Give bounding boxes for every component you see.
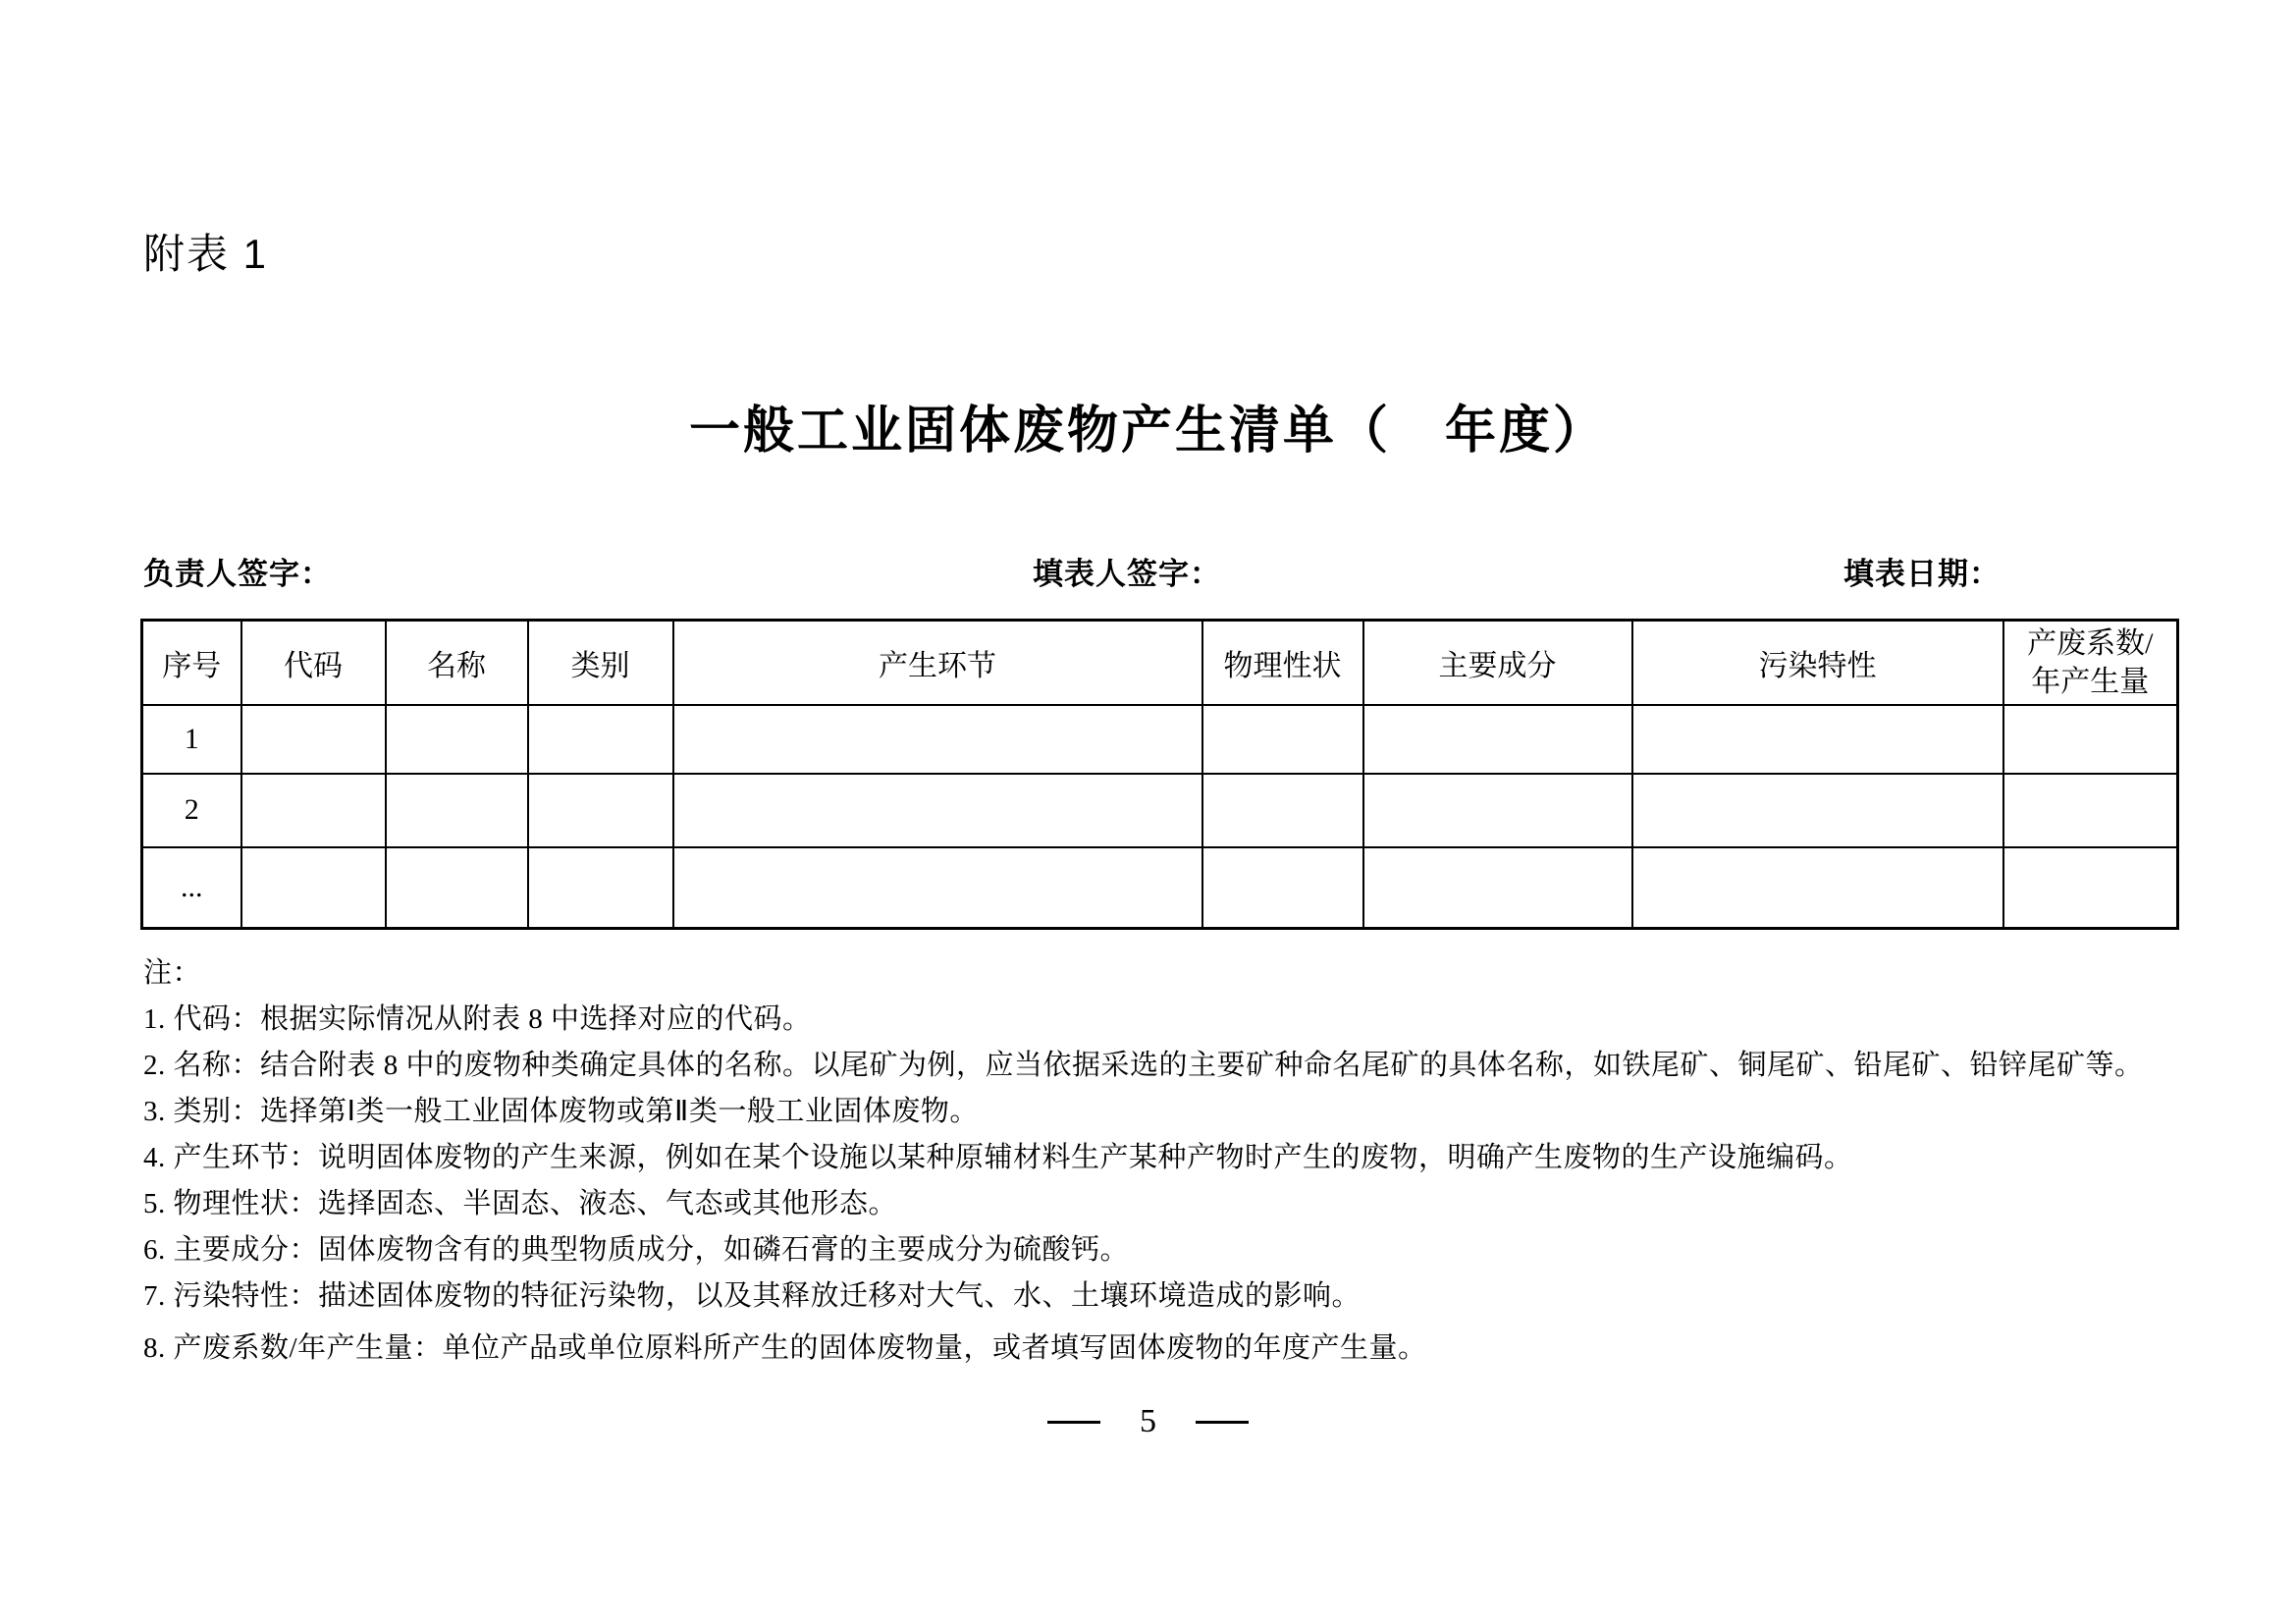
note-item-1: 1. 代码：根据实际情况从附表 8 中选择对应的代码。 [143, 1003, 812, 1035]
col-header-physical-state: 物理性状 [1202, 621, 1363, 705]
col-header-pollution-characteristics: 污染特性 [1632, 621, 2003, 705]
col-header-waste-coefficient-line2: 年产生量 [2031, 665, 2150, 698]
table-cell-empty [1632, 705, 2003, 774]
table-cell-empty [2003, 774, 2178, 847]
page-number: 5 [1140, 1403, 1156, 1439]
table-cell-empty [386, 705, 528, 774]
table-cell-empty [1202, 847, 1363, 929]
page-footer [0, 1398, 2296, 1445]
waste-list-table-wrap [140, 619, 2179, 930]
table-cell-empty [528, 774, 673, 847]
note-item-4: 4. 产生环节：说明固体废物的产生来源，例如在某个设施以某种原辅材料生产某种产物时产生的废物，明确产生废物的生产设施编码。 [143, 1142, 1853, 1173]
table-cell-empty [1202, 774, 1363, 847]
table-cell-empty [673, 705, 1202, 774]
attachment-table-label: 附表 1 [143, 231, 269, 277]
col-header-main-components: 主要成分 [1363, 621, 1632, 705]
table-cell-empty [1202, 705, 1363, 774]
col-header-waste-coefficient-line1: 产废系数/ [2027, 626, 2154, 660]
table-cell-empty [2003, 847, 2178, 929]
table-cell-empty [1632, 774, 2003, 847]
col-header-waste-coefficient [2003, 621, 2178, 705]
table-cell-empty [528, 705, 673, 774]
col-header-serial: 序号 [142, 621, 241, 705]
table-cell-empty [241, 705, 386, 774]
footer-dash-left [1047, 1421, 1100, 1424]
col-header-category: 类别 [528, 621, 673, 705]
footer-dash-right [1196, 1421, 1249, 1424]
table-cell-empty [241, 847, 386, 929]
note-item-2: 2. 名称：结合附表 8 中的废物种类确定具体的名称。以尾矿为例，应当依据采选的主要矿种命名尾矿的具体名称，如铁尾矿、铜尾矿、铅尾矿、铅锌尾矿等。 [143, 1050, 2144, 1081]
table-cell-empty [1632, 847, 2003, 929]
row-index-cell: 2 [142, 774, 241, 847]
notes-label: 注： [143, 957, 202, 989]
notes-section [143, 950, 2144, 1372]
table-cell-empty [673, 847, 1202, 929]
table-cell-empty [386, 847, 528, 929]
col-header-code: 代码 [241, 621, 386, 705]
table-cell-empty [241, 774, 386, 847]
note-item-3: 3. 类别：选择第Ⅰ类一般工业固体废物或第Ⅱ类一般工业固体废物。 [143, 1096, 979, 1127]
fill-date-label: 填表日期： [1843, 557, 2001, 591]
note-item-5: 5. 物理性状：选择固态、半固态、液态、气态或其他形态。 [143, 1188, 898, 1219]
table-cell-empty [1363, 774, 1632, 847]
note-item-6: 6. 主要成分：固体废物含有的典型物质成分，如磷石膏的主要成分为硫酸钙。 [143, 1234, 1130, 1266]
table-row [142, 774, 2178, 847]
col-header-name: 名称 [386, 621, 528, 705]
table-cell-empty [673, 774, 1202, 847]
table-row [142, 705, 2178, 774]
table-cell-empty [386, 774, 528, 847]
col-header-generation-stage: 产生环节 [673, 621, 1202, 705]
row-index-cell: ... [142, 847, 241, 929]
table-row [142, 847, 2178, 929]
page-title: 一般工业固体废物产生清单（ 年度） [688, 403, 1607, 460]
table-cell-empty [528, 847, 673, 929]
table-cell-empty [1363, 705, 1632, 774]
responsible-signature-label: 负责人签字： [143, 557, 332, 591]
row-index-cell: 1 [142, 705, 241, 774]
table-cell-empty [1363, 847, 1632, 929]
note-item-7: 7. 污染特性：描述固体废物的特征污染物，以及其释放迁移对大气、水、土壤环境造成的影响。 [143, 1280, 1362, 1312]
table-cell-empty [2003, 705, 2178, 774]
filler-signature-label: 填表人签字： [1033, 557, 1221, 591]
table-header-row [142, 621, 2178, 705]
waste-list-table [140, 619, 2179, 930]
note-item-8: 8. 产废系数/年产生量：单位产品或单位原料所产生的固体废物量，或者填写固体废物的年度产生量。 [143, 1332, 1427, 1364]
